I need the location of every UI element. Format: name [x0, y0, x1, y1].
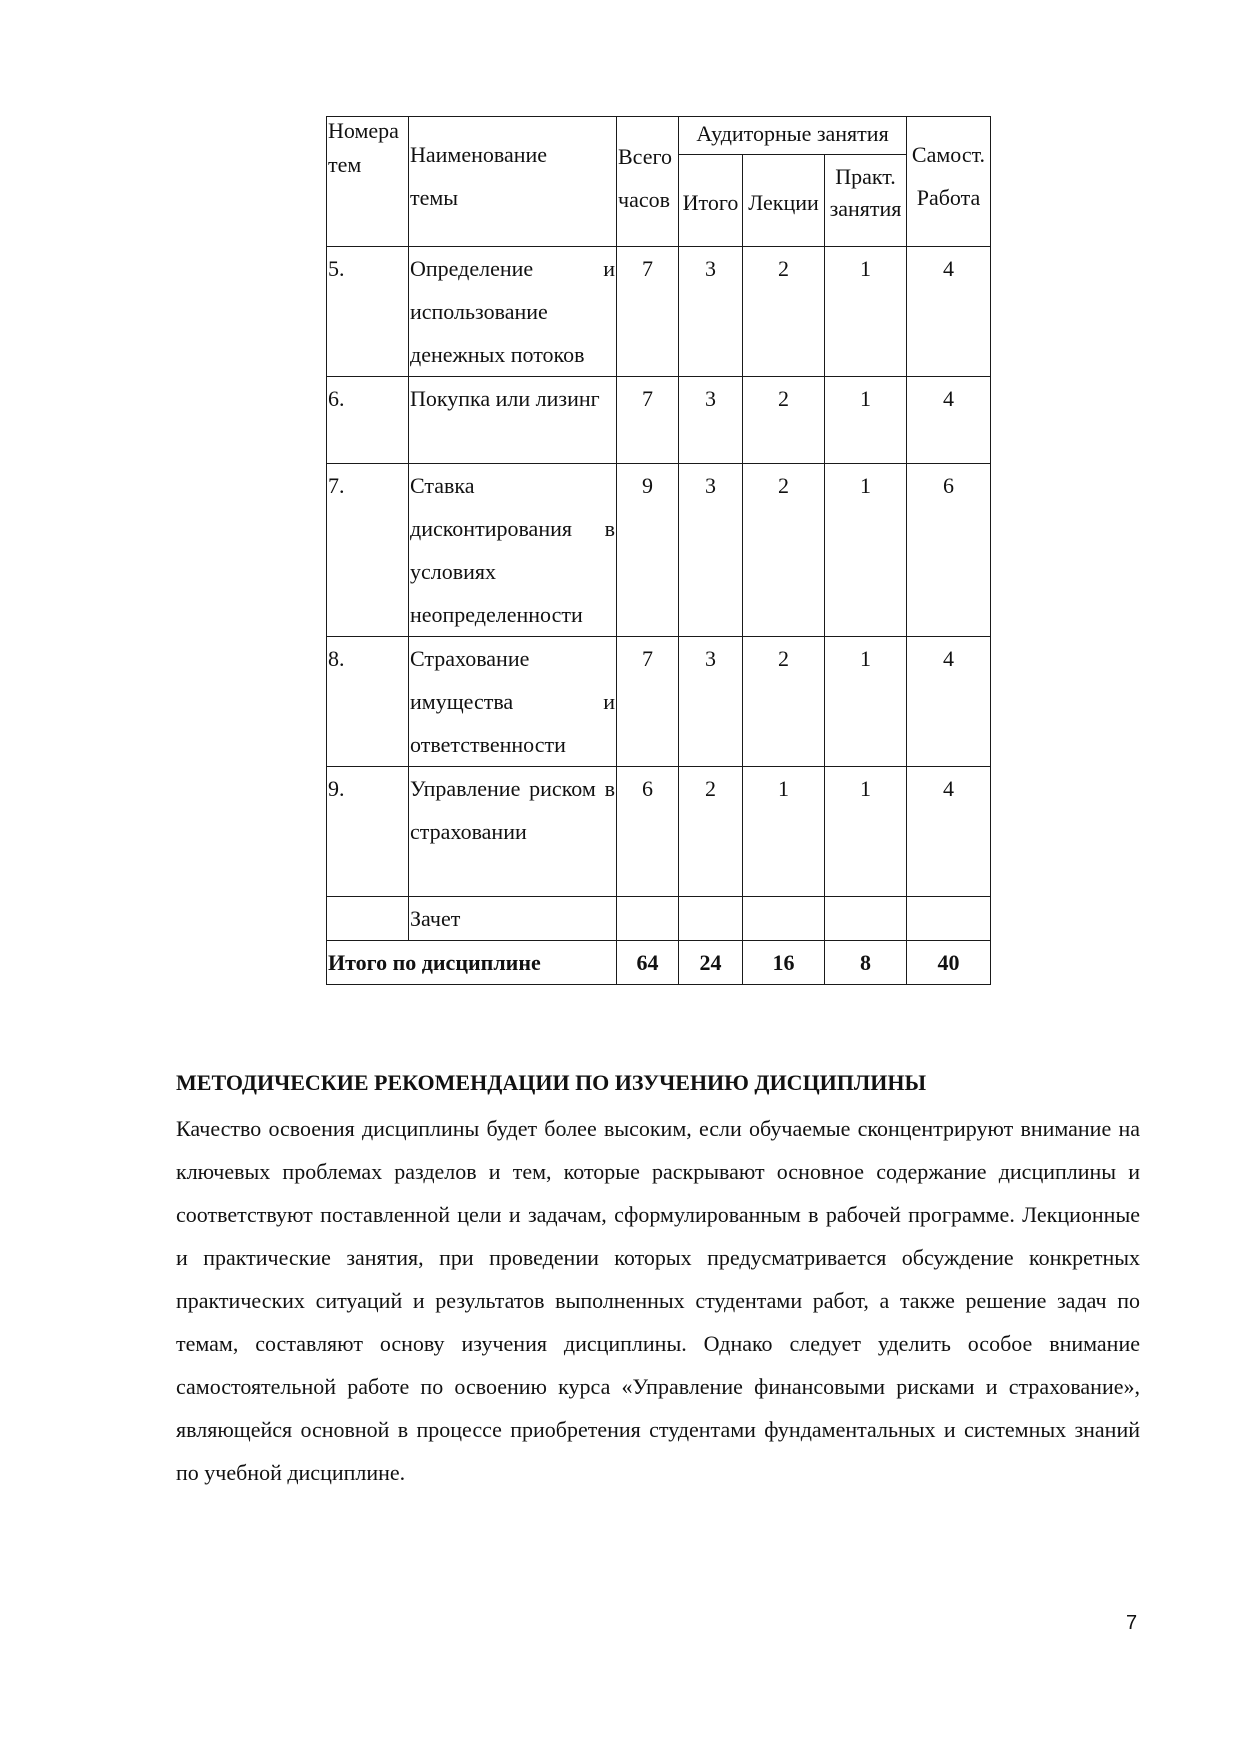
schedule-table [326, 116, 991, 985]
total-row-label: Итого по дисциплине [327, 941, 617, 985]
total-row-self-study: 40 [907, 941, 991, 985]
row-total-hours: 7 [617, 637, 679, 767]
header-topic-number [327, 117, 409, 247]
row-lectures: 2 [743, 247, 825, 377]
row-auditory-total [679, 897, 743, 941]
total-row-auditory-total: 24 [679, 941, 743, 985]
header-total-hours-line2: часов [618, 187, 670, 212]
header-practice-line1: Практ. [835, 164, 896, 189]
row-self-study: 6 [907, 464, 991, 637]
row-lectures [743, 897, 825, 941]
table-row [327, 897, 991, 941]
row-number: 6. [327, 377, 409, 464]
row-self-study: 4 [907, 377, 991, 464]
row-number: 8. [327, 637, 409, 767]
row-total-hours: 7 [617, 377, 679, 464]
row-lectures: 2 [743, 377, 825, 464]
header-auditory-total: Итого [679, 155, 743, 247]
table-row [327, 767, 991, 897]
row-total-hours: 6 [617, 767, 679, 897]
header-practice [825, 155, 907, 247]
row-auditory-total: 3 [679, 637, 743, 767]
header-lectures: Лекции [743, 155, 825, 247]
row-practice: 1 [825, 464, 907, 637]
row-lectures: 1 [743, 767, 825, 897]
section-title: МЕТОДИЧЕСКИЕ РЕКОМЕНДАЦИИ ПО ИЗУЧЕНИЮ ДИСЦИПЛИНЫ [176, 1070, 927, 1095]
row-practice: 1 [825, 377, 907, 464]
table-row [327, 637, 991, 767]
table-row [327, 464, 991, 637]
header-total-hours-line1: Всего [618, 144, 672, 169]
header-topic-name [409, 117, 617, 247]
section-body-text: Качество освоения дисциплины будет более высоким, если обучаемые сконцентрируют внимание на ключевых проблемах разделов и тем, которые раскрывают основное содержание дисциплины и соответствуют поставленной цели и задачам, сформулированным в рабочей программе. Лекционные и практические занятия, при проведении которых предусматривается обсуждение конкретных практических ситуаций и результатов выполненных студентами работ, а также решение задач по темам, составляют основу изучения дисциплины. Однако следует уделить особое внимание самостоятельной работе по освоению курса «Управление финансовыми рисками и страхование», являющейся основной в процессе приобретения студентами фундаментальных и системных знаний по учебной дисциплине. [176, 1116, 1140, 1485]
row-topic-name: Страхование имущества и ответственности [409, 637, 617, 767]
row-total-hours: 7 [617, 247, 679, 377]
row-number: 9. [327, 767, 409, 897]
row-self-study: 4 [907, 247, 991, 377]
table-row [327, 377, 991, 464]
row-practice: 1 [825, 247, 907, 377]
table-row [327, 247, 991, 377]
total-row-total-hours: 64 [617, 941, 679, 985]
row-topic-name: Ставка дисконтирования в условиях неопределенности [409, 464, 617, 637]
header-topic-number-line2: тем [328, 152, 362, 177]
header-topic-name-line1: Наименование [410, 142, 548, 167]
row-topic-name: Зачет [409, 897, 617, 941]
header-auditory: Аудиторные занятия [679, 117, 907, 155]
table-total-row [327, 941, 991, 985]
row-self-study [907, 897, 991, 941]
row-lectures: 2 [743, 464, 825, 637]
header-self-study-line1: Самост. [911, 142, 986, 167]
row-number [327, 897, 409, 941]
row-topic-name: Управление риском в страховании [409, 767, 617, 897]
header-topic-number-line1: Номера [328, 118, 399, 143]
row-topic-name: Определение и использование денежных потоков [409, 247, 617, 377]
row-self-study: 4 [907, 767, 991, 897]
total-row-lectures: 16 [743, 941, 825, 985]
row-total-hours [617, 897, 679, 941]
row-number: 7. [327, 464, 409, 637]
header-self-study [907, 117, 991, 247]
row-auditory-total: 3 [679, 377, 743, 464]
row-number: 5. [327, 247, 409, 377]
row-auditory-total: 2 [679, 767, 743, 897]
header-topic-name-line2: темы [410, 185, 459, 210]
page-number: 7 [1126, 1612, 1138, 1634]
row-practice: 1 [825, 637, 907, 767]
header-total-hours [617, 117, 679, 247]
row-topic-name: Покупка или лизинг [409, 377, 617, 464]
row-practice [825, 897, 907, 941]
row-lectures: 2 [743, 637, 825, 767]
row-total-hours: 9 [617, 464, 679, 637]
row-auditory-total: 3 [679, 247, 743, 377]
header-self-study-line2: Работа [916, 185, 981, 210]
total-row-practice: 8 [825, 941, 907, 985]
row-auditory-total: 3 [679, 464, 743, 637]
row-self-study: 4 [907, 637, 991, 767]
header-practice-line2: занятия [829, 196, 902, 221]
row-practice: 1 [825, 767, 907, 897]
